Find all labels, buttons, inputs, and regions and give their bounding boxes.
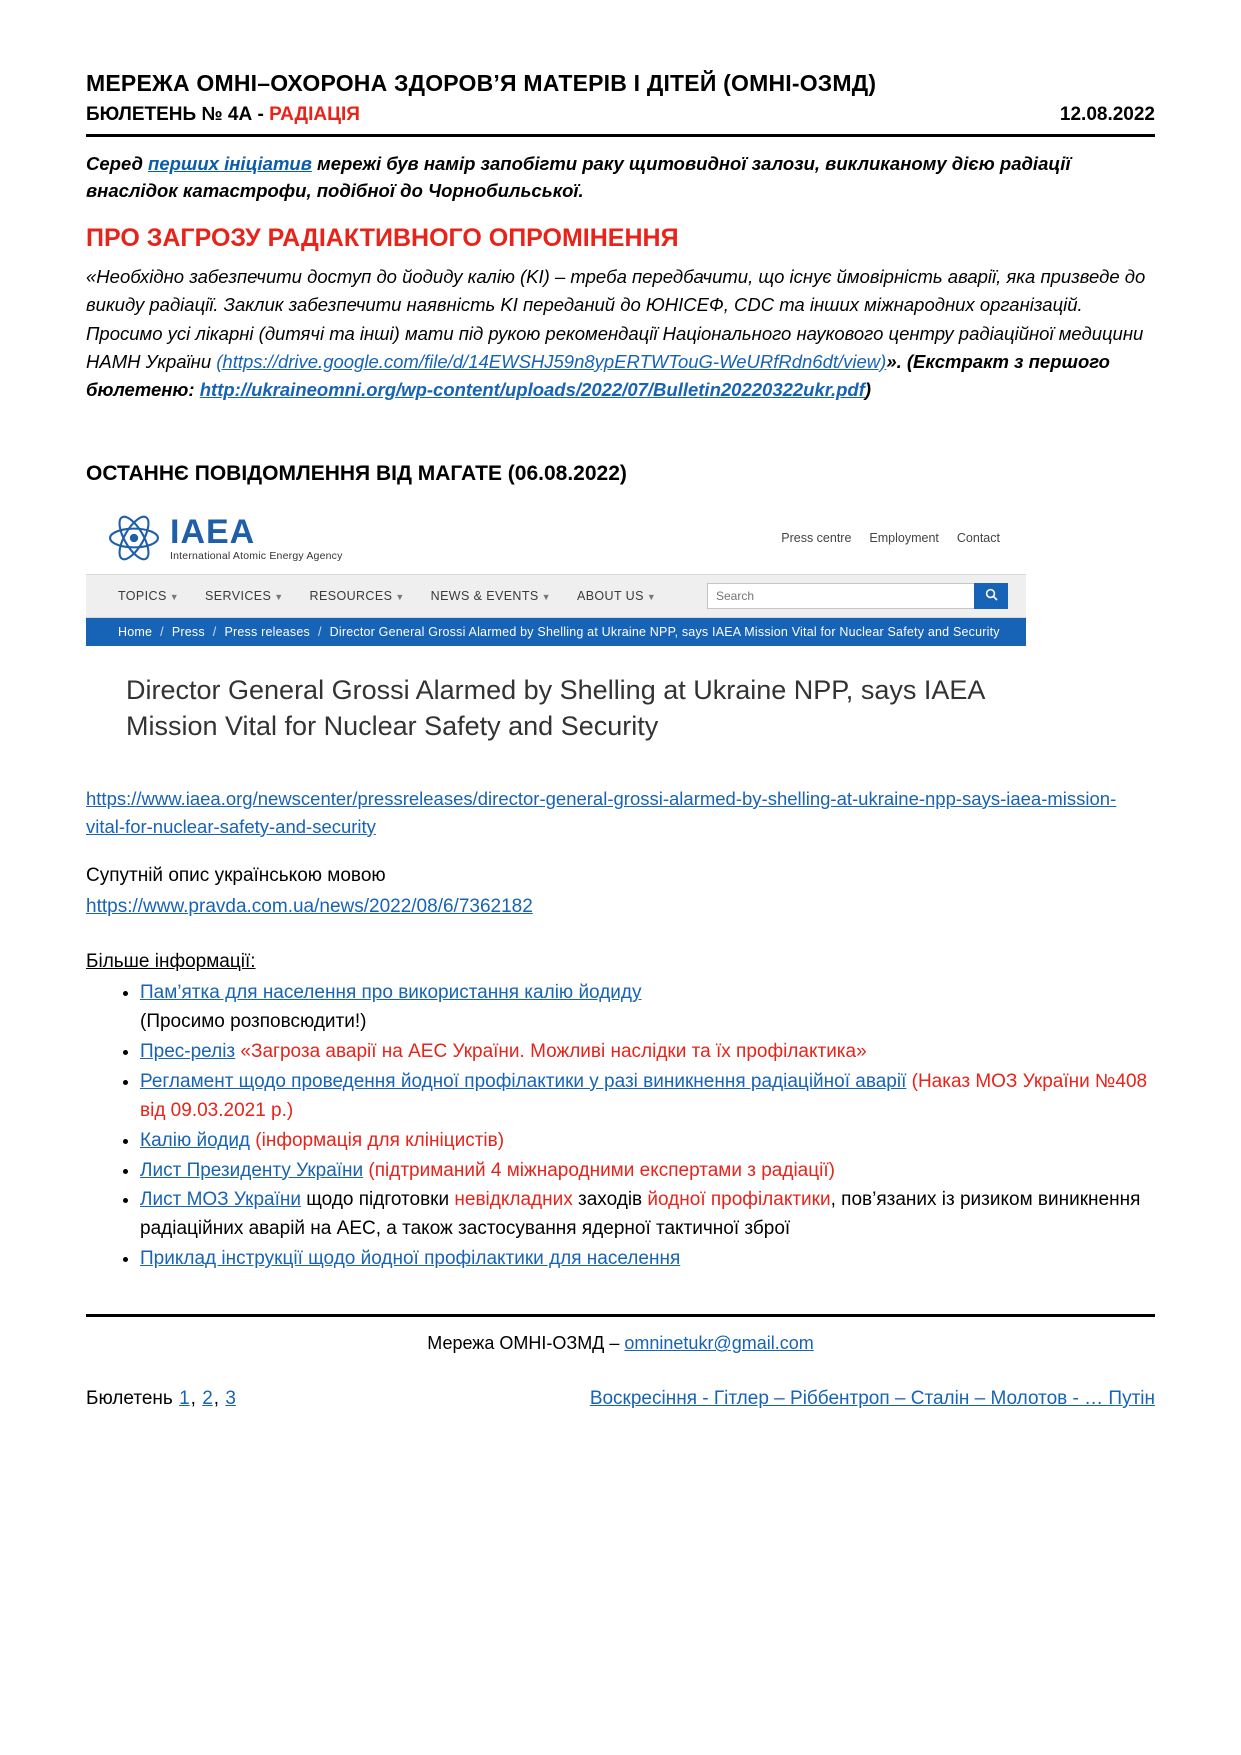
- letter-moz-link[interactable]: Лист МОЗ України: [140, 1189, 301, 1211]
- more-info-list: [86, 979, 1155, 1274]
- quote-text-part3: ): [864, 378, 872, 400]
- regulation-iodine-note: (Наказ МОЗ України №408 від 09.03.2021 р.): [140, 1070, 1148, 1121]
- list-item: [140, 1245, 1155, 1274]
- iaea-link-press-centre[interactable]: Press centre: [781, 530, 852, 545]
- letter-moz-text3: , пов’язаних із ризиком виникнення радіаційних аварій на АЕС, а також застосування ядерної тактичної зброї: [140, 1189, 1141, 1240]
- breadcrumb: [86, 618, 1026, 646]
- list-item: [140, 1186, 1155, 1244]
- header-divider: [86, 134, 1155, 137]
- iaea-top-links: [781, 531, 1000, 545]
- chevron-down-icon: ▼: [646, 591, 657, 602]
- footer-article-link-wrap: [590, 1388, 1155, 1410]
- press-release-headline: Director General Grossi Alarmed by Shelling at Ukraine NPP, says IAEA Mission Vital for Nuclear Safety and Security: [126, 674, 984, 742]
- radiation-quote: [86, 263, 1155, 404]
- breadcrumb-home[interactable]: Home: [118, 624, 153, 639]
- nncrm-recommendations-link[interactable]: (https://drive.google.com/file/d/14EWSHJ59n8ypERTWTouG-WeURfRdn6dt/view): [216, 350, 887, 372]
- search-button[interactable]: [974, 583, 1008, 609]
- page-title: МЕРЕЖА ОМНІ–ОХОРОНА ЗДОРОВ’Я МАТЕРІВ І ДІТЕЙ (ОМНІ-ОЗМД): [86, 70, 877, 96]
- iaea-website-screenshot: [86, 500, 1026, 769]
- nav-label-resources: RESOURCES: [309, 588, 393, 603]
- breadcrumb-current: Director General Grossi Alarmed by Shelling at Ukraine NPP, says IAEA Mission Vital for Nuclear Safety and Security: [329, 624, 1000, 639]
- nav-item-resources[interactable]: [310, 589, 405, 603]
- bulletin-link-2[interactable]: 2: [202, 1388, 213, 1410]
- footer-divider: [86, 1314, 1155, 1317]
- intro-before-link: Серед: [86, 152, 149, 174]
- press-release-url-line: [86, 785, 1155, 841]
- footer-email-link[interactable]: omninetukr@gmail.com: [624, 1333, 814, 1354]
- footer-article-link[interactable]: Воскресіння - Гітлер – Ріббентроп – Сталін – Молотов - … Путін: [589, 1388, 1155, 1410]
- regulation-iodine-link[interactable]: Регламент щодо проведення йодної профілактики у разі виникнення радіаційної аварії: [140, 1070, 907, 1092]
- companion-url-line: [86, 893, 1155, 922]
- breadcrumb-separator: /: [317, 624, 322, 639]
- quote-text-part2: ». (Екстракт з першого бюлетеню:: [86, 350, 1110, 400]
- iaea-section-heading: ОСТАННЄ ПОВІДОМЛЕННЯ ВІД МАГАТЕ (06.08.2022): [86, 461, 627, 485]
- memo-iodide-link[interactable]: Пам’ятка для населення про використання калію йодиду: [140, 982, 642, 1004]
- potassium-iodide-note: (інформація для клініцистів): [250, 1129, 505, 1151]
- letter-moz-red2: йодної профілактики: [647, 1189, 831, 1211]
- letter-moz-red1: невідкладних: [454, 1189, 573, 1211]
- list-item: [140, 1127, 1155, 1156]
- bulletin-link-1[interactable]: 1: [179, 1388, 190, 1410]
- nav-label-about-us: ABOUT US: [576, 588, 644, 603]
- bulletin-date: 12.08.2022: [1059, 103, 1155, 125]
- search-input[interactable]: [707, 583, 974, 609]
- breadcrumb-press-releases[interactable]: Press releases: [224, 624, 310, 639]
- intro-paragraph: [86, 151, 1155, 205]
- press-release-link[interactable]: Прес-реліз: [140, 1041, 236, 1063]
- list-item: [140, 1038, 1155, 1067]
- letter-president-note: (підтриманий 4 міжнародними експертами з радіації): [363, 1159, 835, 1181]
- chevron-down-icon: ▼: [274, 591, 284, 602]
- more-info-heading: Більше інформації:: [86, 951, 256, 973]
- letter-president-link[interactable]: Лист Президенту України: [140, 1159, 364, 1181]
- instruction-example-link[interactable]: Приклад інструкції щодо йодної профілактики для населення: [140, 1248, 681, 1270]
- list-item: [140, 1157, 1155, 1186]
- nav-label-news-events: NEWS & EVENTS: [430, 588, 539, 603]
- iaea-link-contact[interactable]: Contact: [956, 530, 1000, 545]
- nav-item-services[interactable]: [205, 589, 284, 603]
- iaea-logo-title: IAEA: [170, 512, 256, 551]
- bulletin-topic: РАДІАЦІЯ: [269, 103, 360, 125]
- radiation-threat-heading: ПРО ЗАГРОЗУ РАДІАКТИВНОГО ОПРОМІНЕННЯ: [86, 224, 679, 253]
- bulletin-link-3[interactable]: 3: [225, 1388, 236, 1410]
- iaea-header-bar: [86, 500, 1026, 574]
- nav-item-topics[interactable]: [118, 589, 179, 603]
- footer-bulletin-label: Бюлетень: [86, 1388, 179, 1410]
- iaea-logo: [108, 512, 343, 564]
- companion-description-label: Супутній опис українською мовою: [86, 865, 386, 887]
- atom-icon: [108, 512, 160, 564]
- pravda-url-link[interactable]: https://www.pravda.com.ua/news/2022/08/6/7362182: [86, 895, 533, 917]
- list-item: [140, 1068, 1155, 1126]
- breadcrumb-separator: /: [212, 624, 217, 639]
- iaea-nav-items: [104, 589, 656, 603]
- bulletin-header-row: [86, 104, 1155, 126]
- breadcrumb-separator: /: [160, 624, 164, 639]
- intro-after-link: мережі був намір запобігти раку щитовидної залози, викликаному дією радіації внаслідок катастрофи, подібної до Чорнобильської.: [86, 152, 1071, 201]
- letter-moz-text1: щодо підготовки: [300, 1189, 455, 1211]
- footer-bulletin-links: Бюлетень 1, 2, 3: [86, 1388, 236, 1410]
- iaea-search: [707, 583, 1008, 609]
- iaea-main-nav: [86, 574, 1026, 618]
- potassium-iodide-link[interactable]: Калію йодид: [140, 1129, 251, 1151]
- chevron-down-icon: ▼: [541, 591, 551, 602]
- footer-network-label: Мережа ОМНІ-ОЗМД –: [427, 1333, 625, 1354]
- chevron-down-icon: ▼: [395, 591, 405, 602]
- search-icon: [985, 588, 998, 601]
- quote-text-part1: «Необхідно забезпечити доступ до йодиду калію (KI) – треба передбачити, що існує ймовірність аварії, яка призведе до викиду радіації. Заклик забезпечити наявність KI переданий до ЮНІСЕФ, CDC та інших міжнародних організацій. Просимо усі лікарні (дитячі та інші) мати під рукою рекомендації Національного наукового центру радіаційної медицини НАМН України: [86, 266, 1146, 372]
- press-release-url-link[interactable]: https://www.iaea.org/newscenter/pressreleases/director-general-grossi-alarmed-by-shelling-at-ukraine-npp-says-iaea-mission-vital-for-nuclear-safety-and-security: [86, 787, 1117, 837]
- first-initiatives-link[interactable]: перших ініціатив: [148, 152, 312, 174]
- bulletin-label: [86, 104, 360, 126]
- iaea-wordmark: [170, 512, 343, 562]
- nav-item-news-events[interactable]: [431, 589, 551, 603]
- iaea-link-employment[interactable]: Employment: [869, 530, 939, 545]
- first-bulletin-pdf-link[interactable]: http://ukraineomni.org/wp-content/uploads/2022/07/Bulletin20220322ukr.pdf: [199, 378, 865, 400]
- bulletin-number: БЮЛЕТЕНЬ № 4А -: [86, 103, 270, 125]
- press-release-note: «Загроза аварії на АЕС України. Можливі наслідки та їх профілактика»: [235, 1041, 867, 1063]
- letter-moz-text2: заходів: [572, 1189, 648, 1211]
- nav-item-about-us[interactable]: [577, 589, 656, 603]
- nav-label-topics: TOPICS: [118, 588, 167, 603]
- footer-contact: [86, 1333, 1155, 1354]
- breadcrumb-press[interactable]: Press: [171, 624, 205, 639]
- list-item: [140, 979, 1155, 1037]
- iaea-logo-subtitle: International Atomic Energy Agency: [170, 549, 343, 562]
- memo-iodide-note: (Просимо розповсюдити!): [140, 1011, 367, 1033]
- chevron-down-icon: ▼: [169, 591, 180, 602]
- footer-row: [86, 1388, 1155, 1410]
- nav-label-services: SERVICES: [205, 588, 272, 603]
